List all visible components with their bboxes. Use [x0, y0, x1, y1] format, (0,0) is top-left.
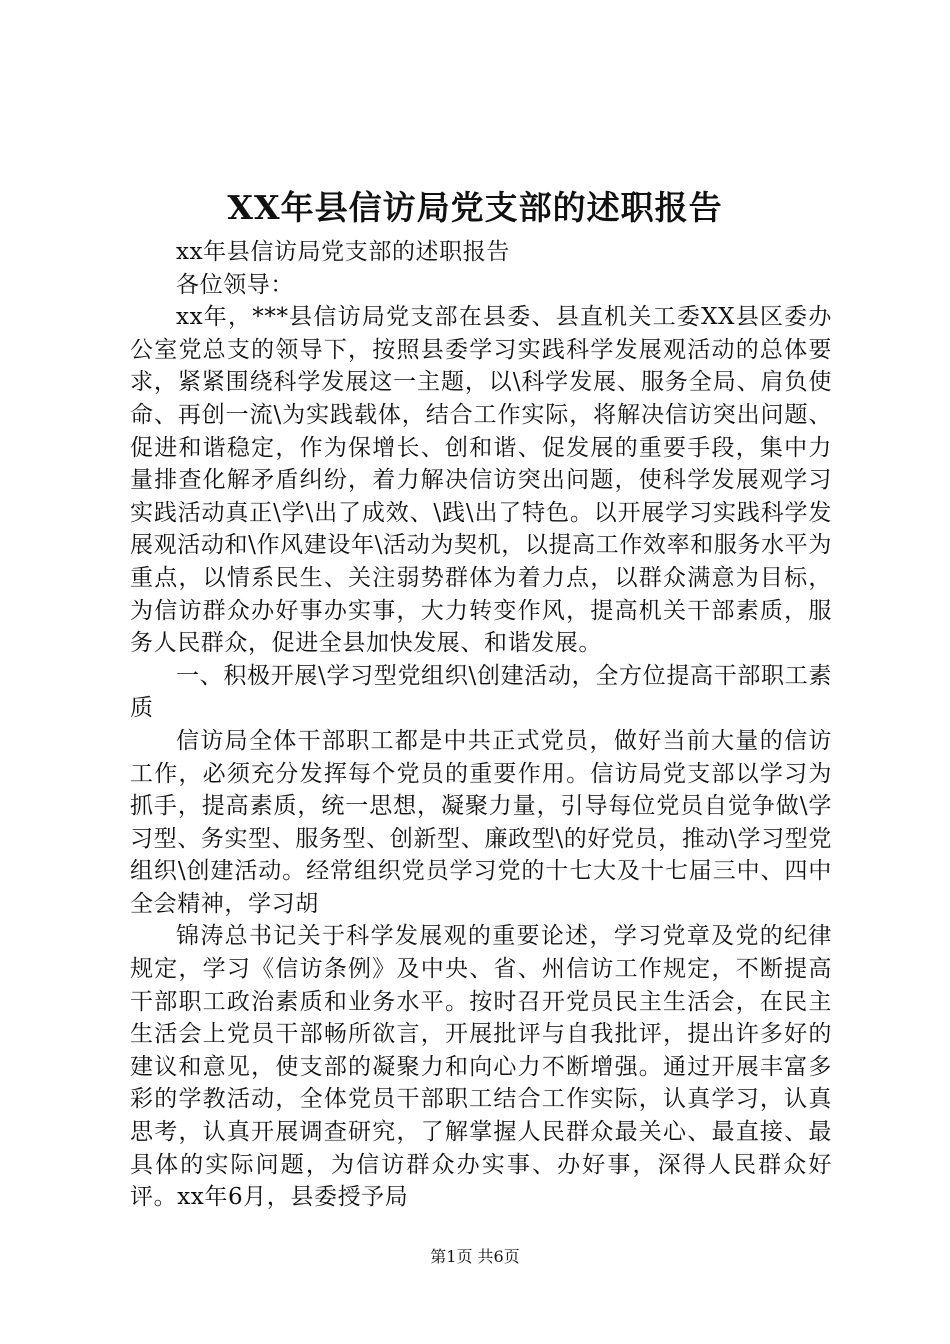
paragraph-subtitle: xx年县信访局党支部的述职报告 [176, 239, 510, 265]
paragraph-intro: xx年，***县信访局党支部在县委、县直机关工委XX县区委办公室党总支的领导下，按照县委学习实践科学发展观活动的总体要求，紧紧围绕科学发展这一主题，以\科学发展、服务全局、肩负使命、再创一流\为实践载体，结合工作实际，将解决信访突出问题、促进和谐稳定，作为保增长、创和谐、促发展的重要手段，集中力量排查化解矛盾纠纷，着力解决信访突出问题，使科学发展观学习实践活动真正\学\出了成效、\践\出了特色。以开展学习实践科学发展观活动和\作风建设年\活动为契机，以提高工作效率和服务水平为重点，以情系民生、关注弱势群体为着力点，以群众满意为目标，为信访群众办好事办实事，大力转变作风，提高机关干部素质，服务人民群众，促进全县加快发展、和谐发展。 [130, 304, 832, 657]
page-number-footer: 第1页 共6页 [430, 1247, 520, 1266]
paragraph-section-1-continued: 锦涛总书记关于科学发展观的重要论述，学习党章及党的纪律规定，学习《信访条例》及中央、省、州信访工作规定，不断提高干部职工政治素质和业务水平。按时召开党员民主生活会，在民主生活会上党员干部畅所欲言，开展批评与自我批评，提出许多好的建议和意见，使支部的凝聚力和向心力不断增强。通过开展丰富多彩的学教活动，全体党员干部职工结合工作实际，认真学习，认真思考，认真开展调查研究，了解掌握人民群众最关心、最直接、最具体的实际问题，为信访群众办实事、办好事，深得人民群众好评。xx年6月，县委授予局 [130, 923, 832, 1211]
document-title: XX年县信访局党支部的述职报告 [227, 188, 723, 227]
paragraph-salutation: 各位领导： [176, 271, 294, 298]
section-heading-1: 一、积极开展\学习型党组织\创建活动，全方位提高干部职工素质 [130, 662, 832, 722]
document-body [130, 236, 832, 1214]
paragraph-section-1: 信访局全体干部职工都是中共正式党员，做好当前大量的信访工作，必须充分发挥每个党员的重要作用。信访局党支部以学习为抓手，提高素质，统一思想，凝聚力量，引导每位党员自觉争做\学习型、务实型、服务型、创新型、廉政型\的好党员，推动\学习型党组织\创建活动。经常组织党员学习党的十七大及十七届三中、四中全会精神，学习胡 [130, 727, 832, 917]
